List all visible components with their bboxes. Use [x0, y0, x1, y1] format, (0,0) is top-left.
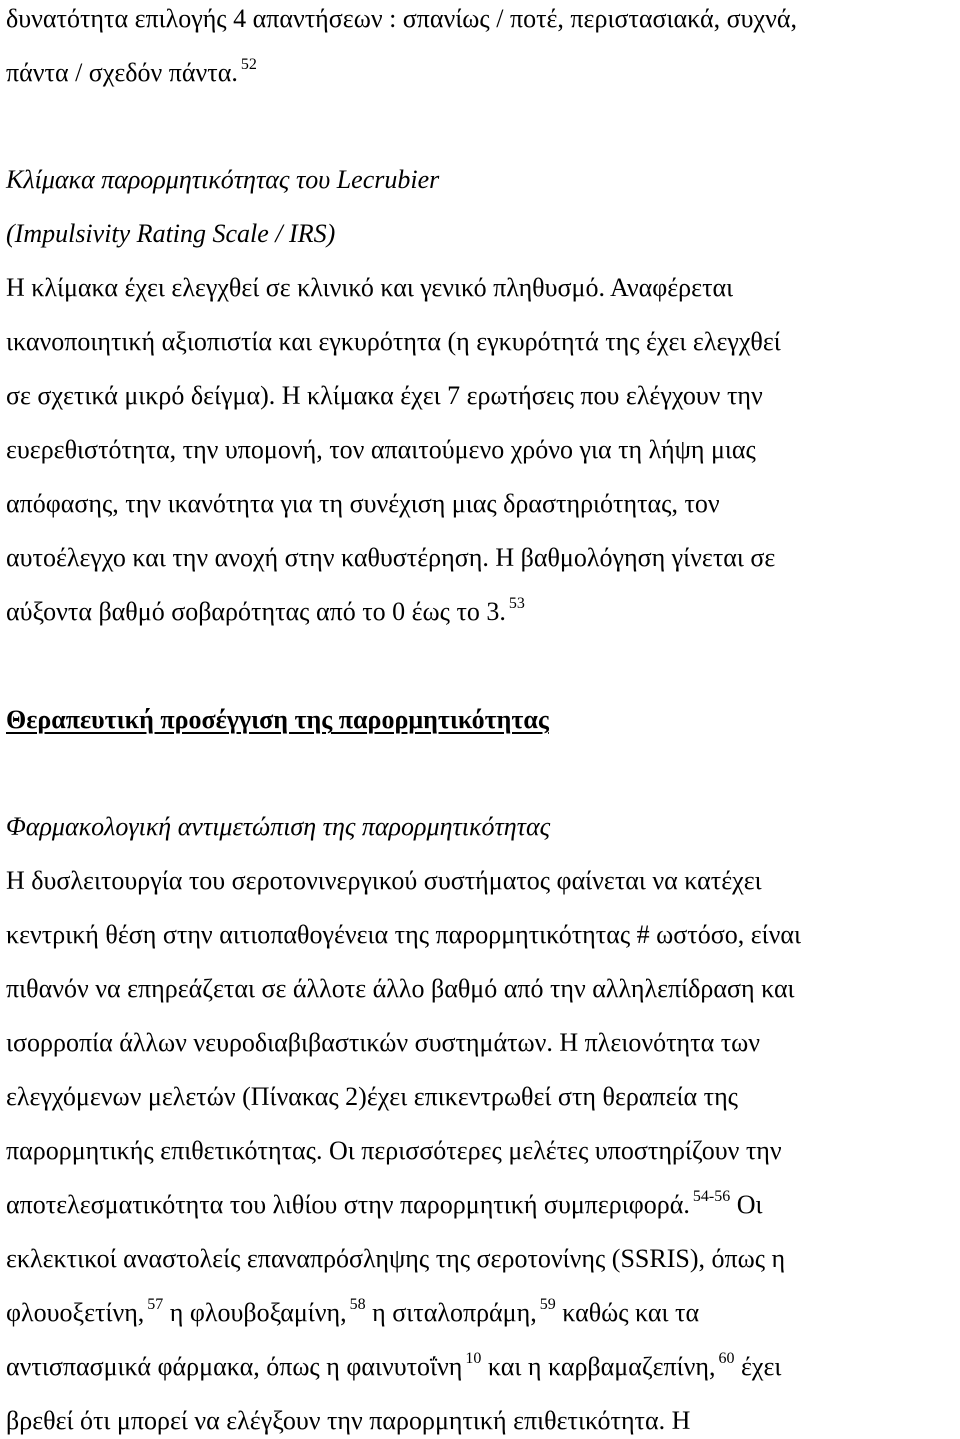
text-line: ικανοποιητική αξιοπιστία και εγκυρότητα (η εγκυρότητά της έχει ελεγχθεί	[6, 327, 781, 356]
footnote-ref: 59	[539, 1296, 556, 1313]
section-heading: Θεραπευτική προσέγγιση της παρορμητικότητας	[6, 705, 549, 734]
text-line: παρορμητικής επιθετικότητας. Οι περισσότερες μελέτες υποστηρίζουν την	[6, 1136, 782, 1165]
text-line: Η κλίμακα έχει ελεγχθεί σε κλινικό και γενικό πληθυσμό. Αναφέρεται	[6, 273, 734, 302]
text-line: πιθανόν να επηρεάζεται σε άλλοτε άλλο βαθμό από την αλληλεπίδραση και	[6, 974, 795, 1003]
text-line: ευερεθιστότητα, την υπομονή, τον απαιτούμενο χρόνο για τη λήψη μιας	[6, 435, 756, 464]
text-line: πάντα / σχεδόν πάντα. $^{52}$	[6, 56, 257, 87]
footnote-ref: 10	[465, 1350, 482, 1367]
text-line: αποτελεσματικότητα του λιθίου στην παρορμητική συμπεριφορά. $^{54-56}$ Οι	[6, 1188, 763, 1219]
footnote-ref: 58	[349, 1296, 366, 1313]
text-line: Η δυσλειτουργία του σεροτονινεργικού συστήματος φαίνεται να κατέχει	[6, 866, 762, 895]
footnote-ref: 60	[718, 1350, 735, 1367]
section-subtitle: (Impulsivity Rating Scale / IRS)	[6, 219, 336, 248]
text-line: εκλεκτικοί αναστολείς επαναπρόσληψης της σεροτονίνης (SSRIS), όπως η	[6, 1244, 786, 1273]
text-line: φλουοξετίνη, $^{57}$ η φλουβοξαμίνη, $^{58}$ η σιταλοπράμη, $^{59}$ καθώς και τα	[6, 1296, 700, 1327]
text-line: δυνατότητα επιλογής 4 απαντήσεων : σπανίως / ποτέ, περιστασιακά, συχνά,	[6, 4, 797, 33]
text-line: κεντρική θέση στην αιτιοπαθογένεια της παρορμητικότητας # ωστόσο, είναι	[6, 920, 801, 949]
text-line: αντισπασμικά φάρμακα, όπως η φαινυτοΐνη $^{10}$ και η καρβαμαζεπίνη, $^{60}$ έχει	[6, 1350, 782, 1381]
text-line: αυτοέλεγχο και την ανοχή στην καθυστέρηση. Η βαθμολόγηση γίνεται σε	[6, 543, 776, 572]
footnote-ref: 57	[147, 1296, 164, 1313]
section-subtitle: Φαρμακολογική αντιμετώπιση της παρορμητικότητας	[6, 812, 551, 841]
text-line: σε σχετικά μικρό δείγμα). Η κλίμακα έχει 7 ερωτήσεις που ελέγχουν την	[6, 381, 763, 410]
text-line: ισορροπία άλλων νευροδιαβιβαστικών συστημάτων. Η πλειονότητα των	[6, 1028, 761, 1057]
footnote-ref: 54-56	[692, 1188, 731, 1205]
text-line: απόφασης, την ικανότητα για τη συνέχιση μιας δραστηριότητας, τον	[6, 489, 720, 518]
text-line: ελεγχόμενων μελετών (Πίνακας 2)έχει επικεντρωθεί στη θεραπεία της	[6, 1082, 738, 1111]
footnote-ref: 52	[240, 56, 257, 73]
section-subtitle: Κλίμακα παρορμητικότητας του Lecrubier	[6, 165, 440, 194]
footnote-ref: 53	[508, 595, 525, 612]
text-line: βρεθεί ότι μπορεί να ελέγξουν την παρορμητική επιθετικότητα. Η	[6, 1406, 691, 1435]
text-line: αύξοντα βαθμό σοβαρότητας από το 0 έως το 3. $^{53}$	[6, 595, 525, 626]
